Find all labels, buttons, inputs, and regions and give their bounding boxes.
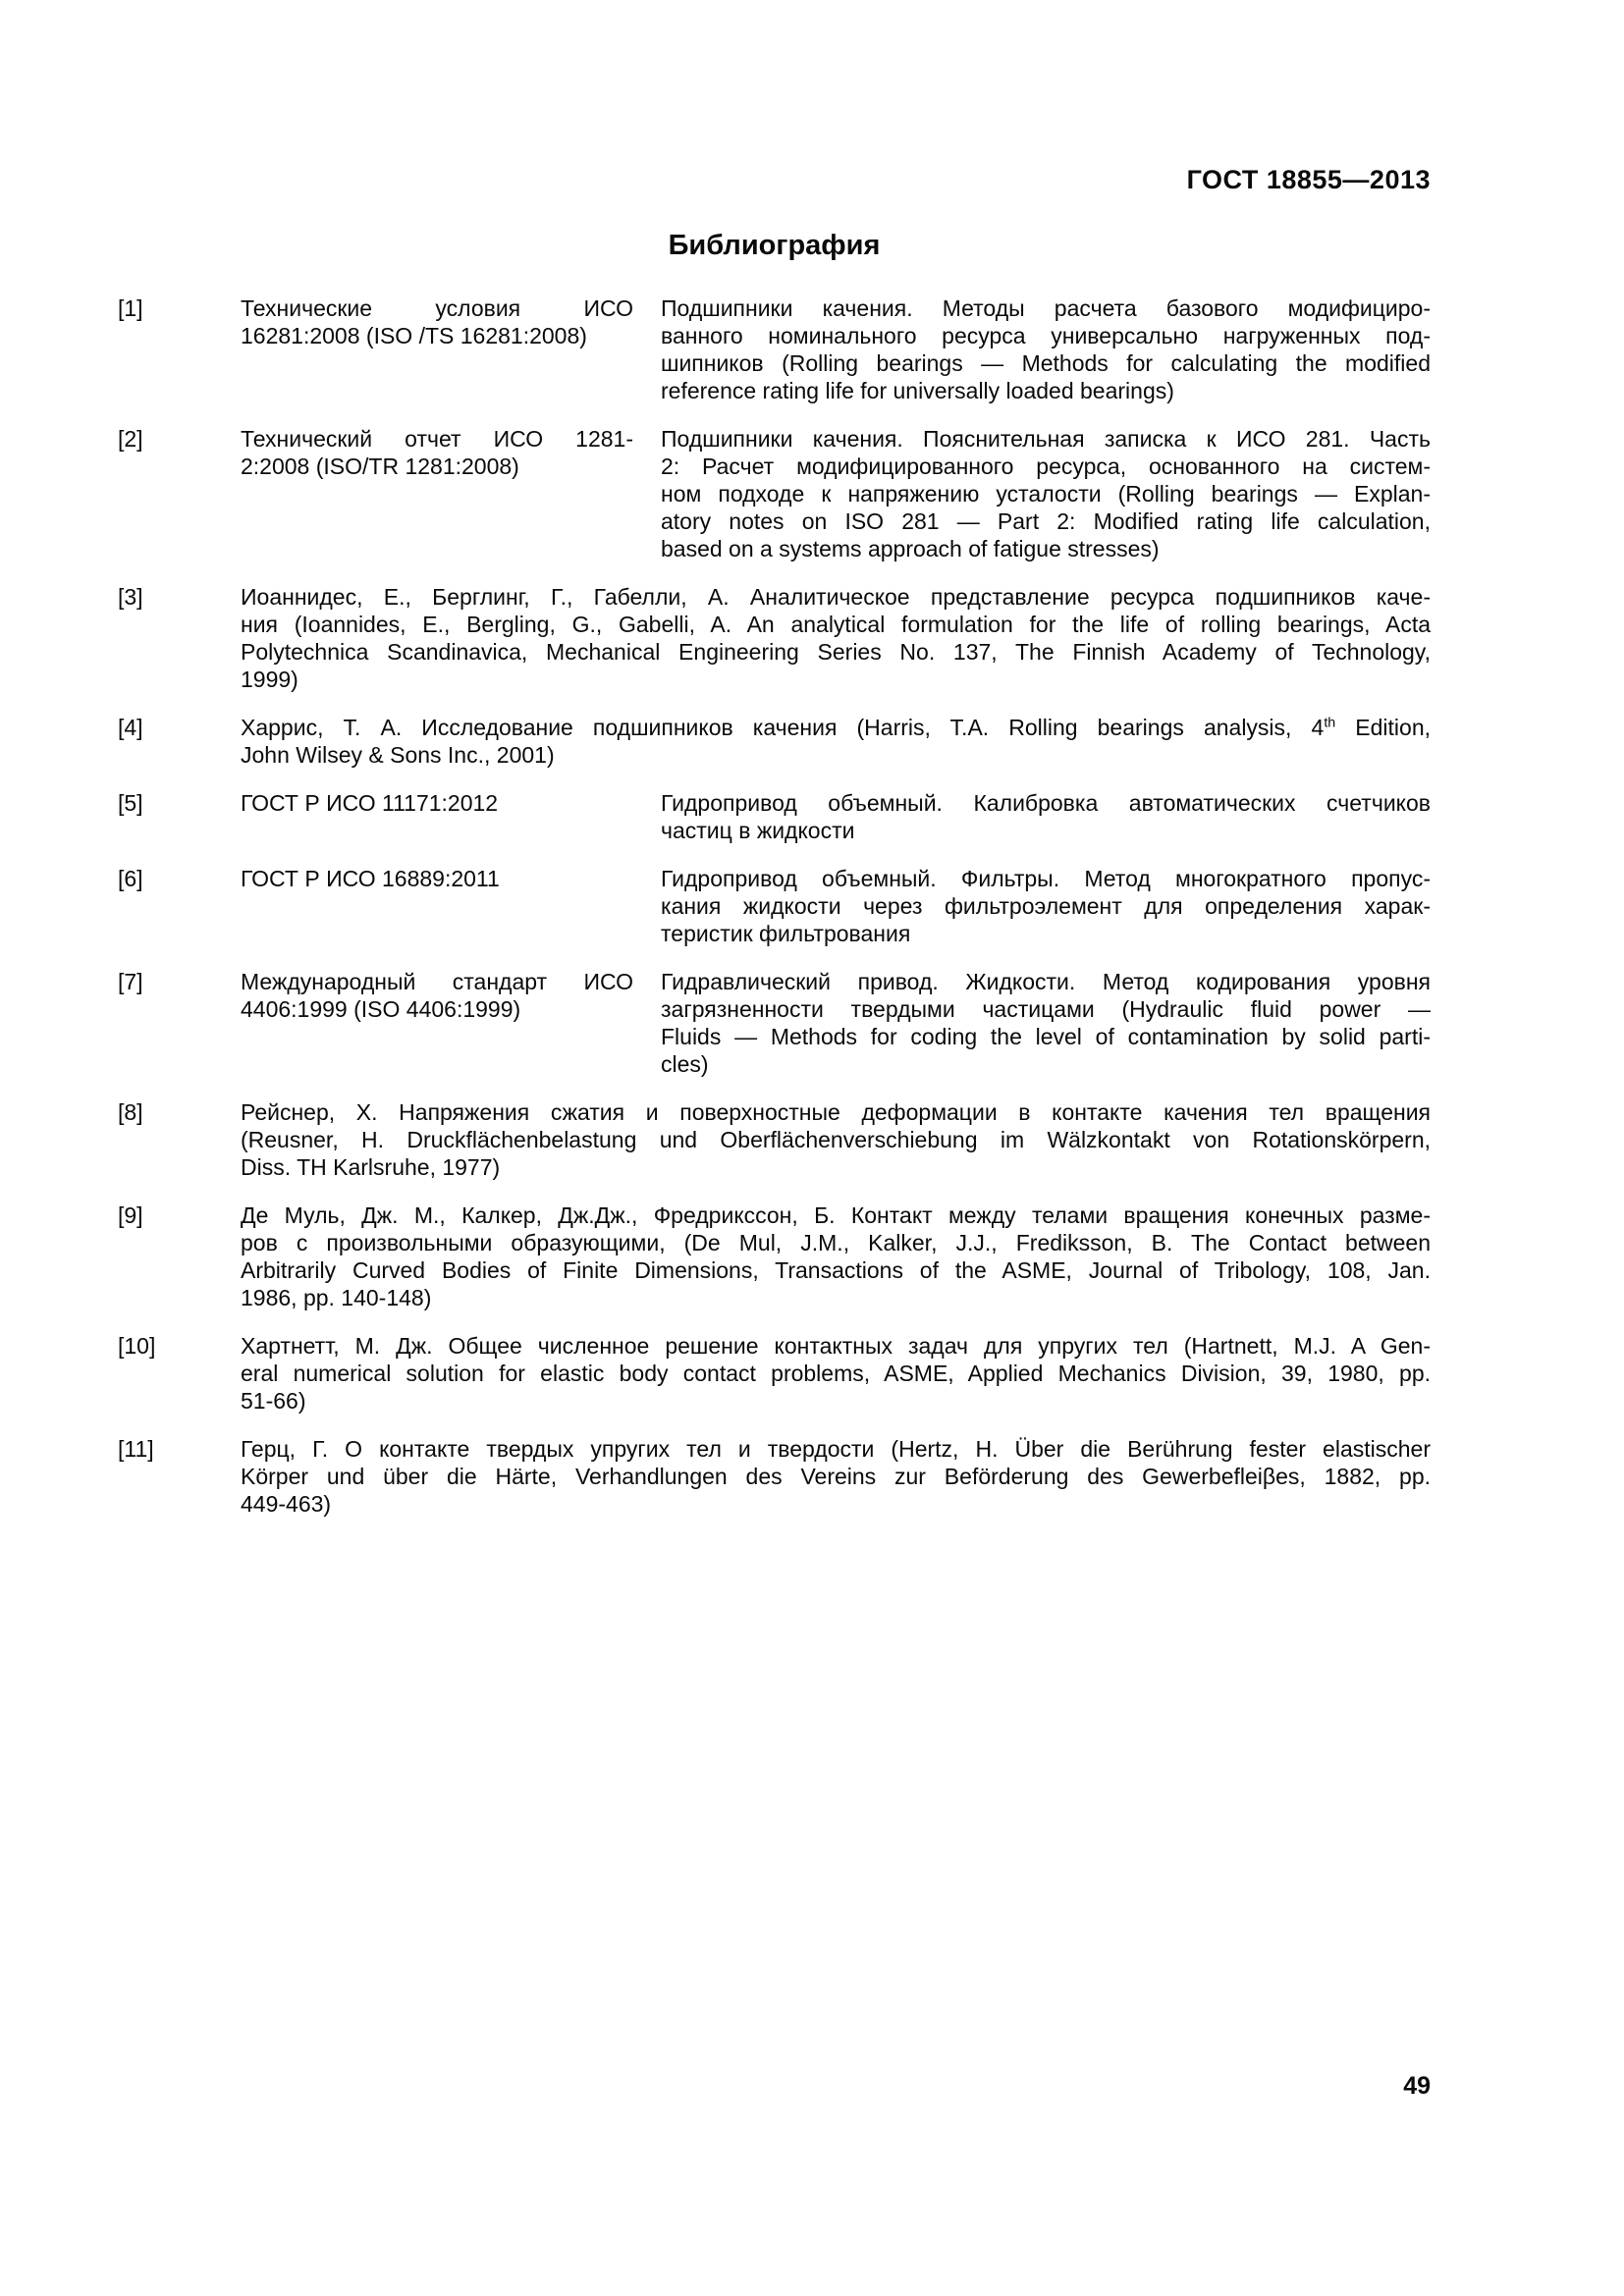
reference-line: based on a systems approach of fatigue stresses) — [661, 536, 1160, 561]
reference-line: 2:2008 (ISO/TR 1281:2008) — [241, 454, 519, 479]
reference-line: cles) — [661, 1051, 709, 1077]
reference-entry — [118, 714, 1431, 769]
reference-designation — [241, 425, 633, 480]
reference-number: [8] — [118, 1099, 143, 1125]
reference-number: [6] — [118, 866, 143, 891]
reference-line: reference rating life for universally loaded bearings) — [661, 378, 1174, 403]
reference-line: ном подходе к напряжению усталости (Rolling bearings — Explan- — [661, 481, 1431, 507]
reference-number: [4] — [118, 715, 143, 740]
reference-line: 2: Расчет модифицированного ресурса, основанного на систем- — [661, 454, 1431, 479]
page-title: Библиография — [668, 230, 881, 261]
reference-line: 51-66) — [241, 1388, 306, 1414]
reference-line: ГОСТ Р ИСО 16889:2011 — [241, 866, 500, 891]
reference-line: Fluids — Methods for coding the level of contamination by solid parti- — [661, 1024, 1431, 1049]
reference-line: atory notes on ISO 281 — Part 2: Modified rating life calculation, — [661, 508, 1431, 534]
reference-line: John Wilsey & Sons Inc., 2001) — [241, 742, 555, 768]
bibliography-list — [118, 294, 1431, 1518]
reference-designation — [241, 294, 633, 349]
reference-line: Герц, Г. О контакте твердых упругих тел и твердости (Hertz, H. Über die Berührung fester elastischer — [241, 1436, 1431, 1462]
reference-line: Подшипники качения. Методы расчета базового модифициро- — [661, 295, 1431, 321]
reference-line: Харрис, Т. А. Исследование подшипников качения (Harris, T.A. Rolling bearings analysis, 4th Edition, — [241, 715, 1431, 740]
reference-line: 4406:1999 (ISO 4406:1999) — [241, 996, 521, 1022]
reference-number: [1] — [118, 295, 143, 321]
reference-line: Технический отчет ИСО 1281- — [241, 426, 633, 452]
reference-line: Гидропривод объемный. Калибровка автоматических счетчиков — [661, 790, 1431, 816]
reference-line: 1999) — [241, 667, 298, 692]
reference-designation — [241, 968, 633, 1023]
reference-line: ванного номинального ресурса универсально нагруженных под- — [661, 323, 1431, 348]
reference-text — [241, 714, 1431, 769]
reference-entry — [118, 968, 1431, 1078]
reference-designation — [241, 865, 633, 892]
reference-line: ГОСТ Р ИСО 11171:2012 — [241, 790, 499, 816]
reference-entry — [118, 1435, 1431, 1518]
reference-line: теристик фильтрования — [661, 921, 911, 946]
reference-entry — [118, 865, 1431, 947]
reference-line: ния (Ioannides, E., Bergling, G., Gabelli, A. An analytical formulation for the life of rolling bearings, Acta — [241, 612, 1431, 637]
reference-line: Рейснер, Х. Напряжения сжатия и поверхностные деформации в контакте качения тел вращения — [241, 1099, 1431, 1125]
reference-line: 16281:2008 (ISO /TS 16281:2008) — [241, 323, 587, 348]
reference-line: Polytechnica Scandinavica, Mechanical Engineering Series No. 137, The Finnish Academy of Technology, — [241, 639, 1431, 665]
reference-entry — [118, 1098, 1431, 1181]
reference-line: Иоаннидес, Е., Берглинг, Г., Габелли, А. Аналитическое представление ресурса подшипников каче- — [241, 584, 1431, 610]
reference-number: [7] — [118, 969, 143, 994]
reference-description — [661, 968, 1431, 1078]
reference-text — [241, 1435, 1431, 1518]
reference-line: Международный стандарт ИСО — [241, 969, 633, 994]
reference-description — [661, 425, 1431, 562]
reference-number: [11] — [118, 1436, 154, 1462]
reference-number: [10] — [118, 1333, 156, 1359]
reference-line: Технические условия ИСО — [241, 295, 633, 321]
reference-line: Хартнетт, М. Дж. Общее численное решение контактных задач для упругих тел (Hartnett, M.J. A Gen- — [241, 1333, 1431, 1359]
superscript-ordinal: th — [1324, 715, 1336, 731]
reference-entry — [118, 583, 1431, 693]
reference-line: шипников (Rolling bearings — Methods for calculating the modified — [661, 350, 1431, 376]
reference-description — [661, 789, 1431, 844]
reference-designation — [241, 789, 633, 817]
reference-text — [241, 1201, 1431, 1311]
reference-entry — [118, 1201, 1431, 1311]
reference-line: (Reusner, H. Druckflächenbelastung und Oberflächenverschiebung im Wälzkontakt von Rotationskörpern, — [241, 1127, 1431, 1152]
reference-line: Де Муль, Дж. М., Калкер, Дж.Дж., Фредрикссон, Б. Контакт между телами вращения конечных разме- — [241, 1202, 1431, 1228]
reference-line: загрязненности твердыми частицами (Hydraulic fluid power — — [661, 996, 1431, 1022]
reference-number: [2] — [118, 426, 143, 452]
reference-line: Подшипники качения. Пояснительная записка к ИСО 281. Часть — [661, 426, 1431, 452]
reference-line: 449-463) — [241, 1491, 332, 1517]
reference-entry — [118, 789, 1431, 844]
reference-line: eral numerical solution for elastic body contact problems, ASME, Applied Mechanics Division, 39, 1980, pp. — [241, 1361, 1431, 1386]
reference-line: Körper und über die Härte, Verhandlungen des Vereins zur Beförderung des Gewerbefleiβes, 1882, pp. — [241, 1464, 1431, 1489]
reference-entry — [118, 425, 1431, 562]
reference-line: частиц в жидкости — [661, 818, 855, 843]
reference-number: [5] — [118, 790, 143, 816]
reference-line: кания жидкости через фильтроэлемент для определения харак- — [661, 893, 1431, 919]
reference-number: [9] — [118, 1202, 143, 1228]
reference-line: Гидравлический привод. Жидкости. Метод кодирования уровня — [661, 969, 1431, 994]
reference-line: Arbitrarily Curved Bodies of Finite Dimensions, Transactions of the ASME, Journal of Tribology, 108, Jan. — [241, 1257, 1431, 1283]
reference-entry — [118, 1332, 1431, 1415]
reference-description — [661, 865, 1431, 947]
document-standard-designation: ГОСТ 18855—2013 — [1186, 165, 1431, 194]
reference-entry — [118, 294, 1431, 404]
reference-line: ров с произвольными образующими, (De Mul, J.M., Kalker, J.J., Frediksson, B. The Contact between — [241, 1230, 1431, 1255]
reference-description — [661, 294, 1431, 404]
reference-number: [3] — [118, 584, 143, 610]
reference-line: Гидропривод объемный. Фильтры. Метод многократного пропус- — [661, 866, 1431, 891]
reference-line: 1986, pp. 140-148) — [241, 1285, 432, 1310]
reference-line: Diss. TH Karlsruhe, 1977) — [241, 1154, 501, 1180]
page-number: 49 — [1403, 2072, 1431, 2100]
reference-text — [241, 1098, 1431, 1181]
reference-text — [241, 1332, 1431, 1415]
reference-text — [241, 583, 1431, 693]
